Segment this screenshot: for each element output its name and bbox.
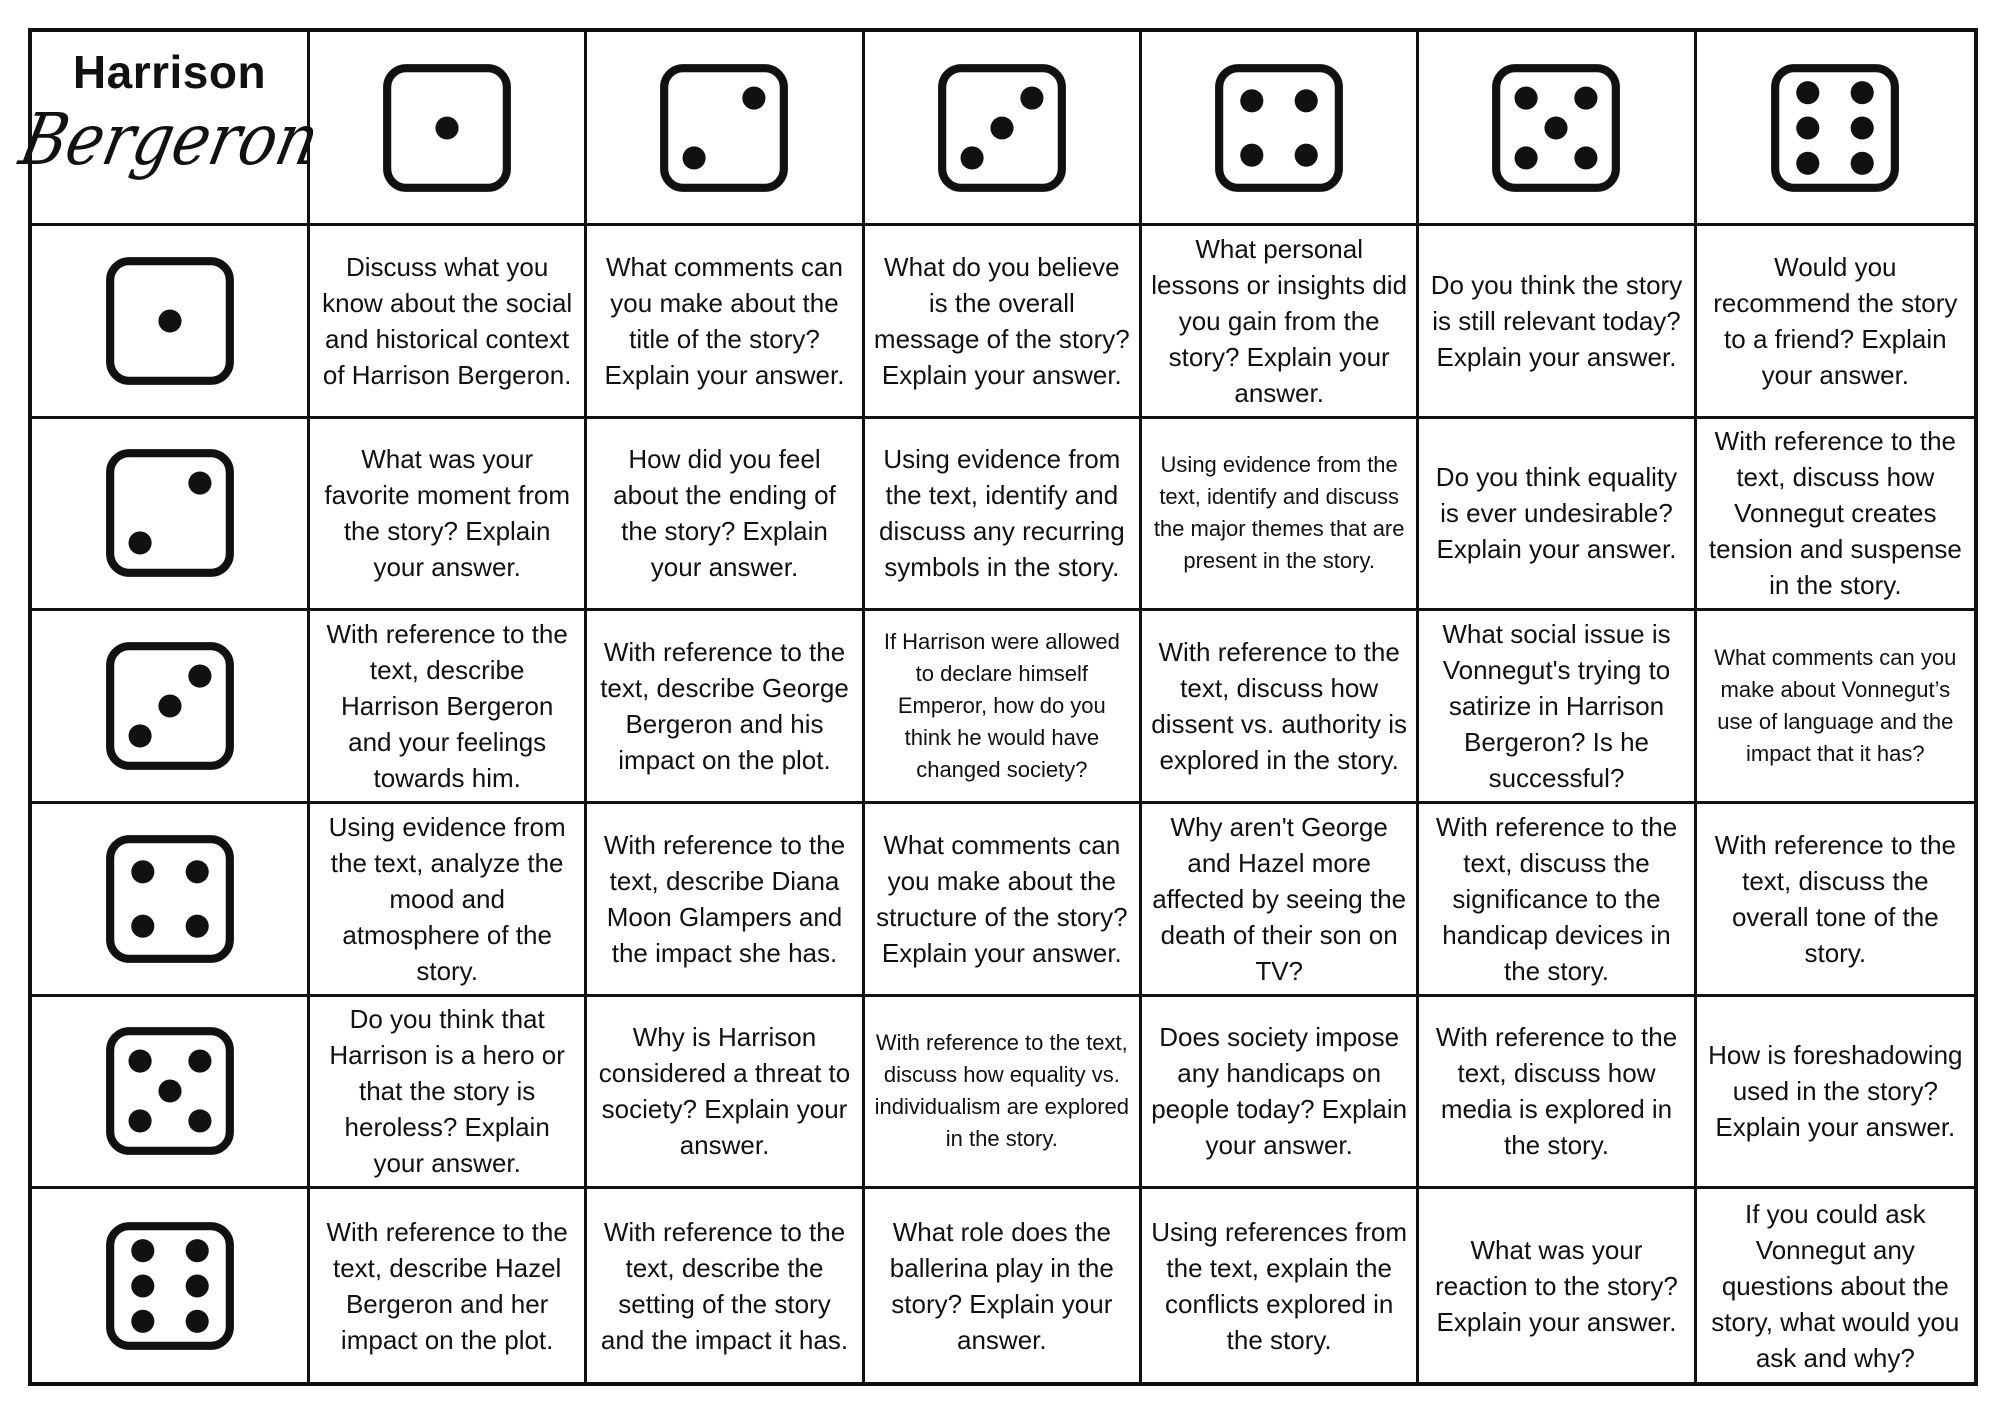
die-pip <box>990 116 1013 139</box>
die-pip <box>1295 89 1318 112</box>
question-cell-6-2 <box>587 1189 864 1382</box>
row-header-die-6 <box>32 1189 310 1382</box>
die-pip <box>131 1239 154 1262</box>
question-cell-4-1 <box>310 804 587 997</box>
die-2-icon <box>102 445 238 581</box>
column-header-die-4 <box>1142 32 1419 226</box>
die-pip <box>1797 116 1820 139</box>
die-pip <box>131 1309 154 1332</box>
question-text: Why aren't George and Hazel more affected by seeing the death of their son on TV? <box>1152 811 1407 986</box>
die-pip <box>128 1050 151 1073</box>
question-text: Using references from the text, explain the conflicts explored in the story. <box>1151 1216 1408 1355</box>
row-header-die-4 <box>32 804 310 997</box>
question-text: Using evidence from the text, analyze the mood and atmosphere of the story. <box>328 811 566 986</box>
column-header-die-1 <box>310 32 587 226</box>
column-header-die-2 <box>587 32 864 226</box>
question-cell-5-3 <box>865 997 1142 1190</box>
question-cell-1-5 <box>1419 226 1696 419</box>
question-text: If you could ask Vonnegut any questions about the story, what would you ask and why? <box>1711 1198 1960 1373</box>
question-cell-5-4 <box>1142 997 1419 1190</box>
question-text: With reference to the text, describe the setting of the story and the impact it has. <box>600 1216 849 1355</box>
die-outline <box>1219 68 1339 188</box>
question-text: What social issue is Vonnegut's trying to satirize in Harrison Bergeron? Is he successful? <box>1442 619 1671 794</box>
column-header-die-3 <box>865 32 1142 226</box>
die-pip <box>1295 143 1318 166</box>
question-cell-5-6 <box>1697 997 1974 1190</box>
die-pip <box>188 1110 211 1133</box>
question-text: What was your favorite moment from the story? Explain your answer. <box>324 444 570 583</box>
question-text: What role does the ballerina play in the story? Explain your answer. <box>889 1216 1114 1355</box>
question-text: With reference to the text, describe Diana Moon Glampers and the impact she has. <box>603 829 846 968</box>
question-cell-4-3 <box>865 804 1142 997</box>
die-pip <box>683 146 706 169</box>
die-pip <box>1797 151 1820 174</box>
question-cell-1-1 <box>310 226 587 419</box>
die-pip <box>188 472 211 495</box>
die-outline <box>110 839 230 959</box>
die-3-icon <box>102 638 238 774</box>
question-cell-2-5 <box>1419 419 1696 612</box>
die-outline <box>110 1226 230 1346</box>
die-2-icon <box>656 60 792 196</box>
column-header-die-5 <box>1419 32 1696 226</box>
question-cell-6-5 <box>1419 1189 1696 1382</box>
question-text: Do you think the story is still relevant today? Explain your answer. <box>1430 269 1683 372</box>
die-pip <box>1797 81 1820 104</box>
die-5-icon <box>102 1023 238 1159</box>
die-6-icon <box>102 1218 238 1354</box>
row-header-die-3 <box>32 611 310 804</box>
question-cell-3-5 <box>1419 611 1696 804</box>
column-header-die-6 <box>1697 32 1974 226</box>
question-text: With reference to the text, discuss how media is explored in the story. <box>1435 1022 1678 1161</box>
die-pip <box>158 309 181 332</box>
die-pip <box>185 1274 208 1297</box>
question-cell-6-1 <box>310 1189 587 1382</box>
die-pip <box>185 914 208 937</box>
question-text: What comments can you make about Vonnegut’s use of language and the impact that it has? <box>1714 645 1957 767</box>
question-cell-2-1 <box>310 419 587 612</box>
die-pip <box>1575 86 1598 109</box>
question-text: With reference to the text, discuss the significance to the handicap devices in the story. <box>1435 811 1678 986</box>
question-cell-1-3 <box>865 226 1142 419</box>
die-pip <box>436 116 459 139</box>
title-line-2: Bergeron <box>13 97 327 182</box>
question-text: What was your reaction to the story? Explain your answer. <box>1435 1234 1678 1337</box>
title-line-1: Harrison <box>72 46 267 98</box>
die-pip <box>128 1110 151 1133</box>
die-pip <box>158 695 181 718</box>
question-cell-2-2 <box>587 419 864 612</box>
question-cell-5-5 <box>1419 997 1696 1190</box>
row-header-die-2 <box>32 419 310 612</box>
question-cell-5-1 <box>310 997 587 1190</box>
title-cell <box>13 32 327 226</box>
question-text: What personal lessons or insights did you gain from the story? Explain your answer. <box>1151 233 1408 408</box>
die-pip <box>128 725 151 748</box>
die-outline <box>665 68 785 188</box>
die-1-icon <box>102 253 238 389</box>
question-text: Why is Harrison considered a threat to society? Explain your answer. <box>598 1022 851 1161</box>
question-cell-1-2 <box>587 226 864 419</box>
question-grid <box>13 28 1978 1386</box>
question-text: If Harrison were allowed to declare himself Emperor, how do you think he would have changed society? <box>883 629 1120 783</box>
question-text: Discuss what you know about the social and historical context of Harrison Bergeron. <box>322 251 573 390</box>
question-text: With reference to the text, discuss how dissent vs. authority is explored in the story. <box>1151 637 1408 776</box>
question-cell-4-2 <box>587 804 864 997</box>
die-outline <box>1775 68 1895 188</box>
die-pip <box>1240 89 1263 112</box>
die-pip <box>960 146 983 169</box>
question-cell-6-4 <box>1142 1189 1419 1382</box>
die-5-icon <box>1488 60 1624 196</box>
die-pip <box>1515 86 1538 109</box>
question-text: What comments can you make about the structure of the story? Explain your answer. <box>876 829 1128 968</box>
question-cell-2-4 <box>1142 419 1419 612</box>
question-text: With reference to the text, discuss the overall tone of the story. <box>1714 829 1956 968</box>
question-text: With reference to the text, describe Hazel Bergeron and her impact on the plot. <box>326 1216 568 1355</box>
die-pip <box>1851 116 1874 139</box>
question-text: What comments can you make about the title of the story? Explain your answer. <box>604 251 845 390</box>
row-header-die-5 <box>32 997 310 1190</box>
question-cell-3-3 <box>865 611 1142 804</box>
question-cell-4-6 <box>1697 804 1974 997</box>
question-text: Using evidence from the text, identify and discuss the major themes that are present in the story. <box>1153 452 1405 574</box>
question-cell-3-6 <box>1697 611 1974 804</box>
die-pip <box>185 1239 208 1262</box>
die-4-icon <box>1211 60 1347 196</box>
question-cell-4-4 <box>1142 804 1419 997</box>
question-cell-3-2 <box>587 611 864 804</box>
die-pip <box>743 86 766 109</box>
question-cell-5-2 <box>587 997 864 1190</box>
die-pip <box>131 860 154 883</box>
question-cell-1-4 <box>1142 226 1419 419</box>
die-pip <box>1851 151 1874 174</box>
question-cell-4-5 <box>1419 804 1696 997</box>
question-cell-1-6 <box>1697 226 1974 419</box>
question-text: How did you feel about the ending of the story? Explain your answer. <box>613 444 836 583</box>
die-outline <box>110 454 230 574</box>
question-text: Would you recommend the story to a friend? Explain your answer. <box>1713 251 1958 390</box>
die-6-icon <box>1767 60 1903 196</box>
die-pip <box>185 860 208 883</box>
die-4-icon <box>102 831 238 967</box>
question-cell-3-4 <box>1142 611 1419 804</box>
question-text: With reference to the text, discuss how equality vs. individualism are explored in the story. <box>874 1030 1129 1152</box>
die-pip <box>1515 146 1538 169</box>
die-pip <box>158 1080 181 1103</box>
die-pip <box>128 532 151 555</box>
die-pip <box>188 1050 211 1073</box>
die-pip <box>1240 143 1263 166</box>
question-cell-3-1 <box>310 611 587 804</box>
question-text: With reference to the text, describe George Bergeron and his impact on the plot. <box>600 637 849 776</box>
question-text: How is foreshadowing used in the story? Explain your answer. <box>1708 1040 1963 1143</box>
question-cell-2-3 <box>865 419 1142 612</box>
question-cell-6-6 <box>1697 1189 1974 1382</box>
question-text: With reference to the text, discuss how Vonnegut creates tension and suspense in the story. <box>1708 426 1962 601</box>
die-1-icon <box>379 60 515 196</box>
die-pip <box>131 1274 154 1297</box>
question-cell-2-6 <box>1697 419 1974 612</box>
die-pip <box>188 665 211 688</box>
question-text: What do you believe is the overall message of the story? Explain your answer. <box>873 251 1130 390</box>
die-3-icon <box>934 60 1070 196</box>
question-text: Using evidence from the text, identify and discuss any recurring symbols in the story. <box>879 444 1125 583</box>
question-text: Do you think equality is ever undesirable? Explain your answer. <box>1435 462 1678 565</box>
die-pip <box>1851 81 1874 104</box>
question-text: Do you think that Harrison is a hero or that the story is heroless? Explain your answer. <box>329 1004 565 1179</box>
die-pip <box>1545 116 1568 139</box>
question-cell-6-3 <box>865 1189 1142 1382</box>
die-pip <box>1575 146 1598 169</box>
row-header-die-1 <box>32 226 310 419</box>
question-text: Does society impose any handicaps on people today? Explain your answer. <box>1151 1022 1408 1161</box>
die-pip <box>185 1309 208 1332</box>
die-pip <box>131 914 154 937</box>
question-text: With reference to the text, describe Harrison Bergeron and your feelings towards him. <box>326 619 568 794</box>
die-pip <box>1020 86 1043 109</box>
